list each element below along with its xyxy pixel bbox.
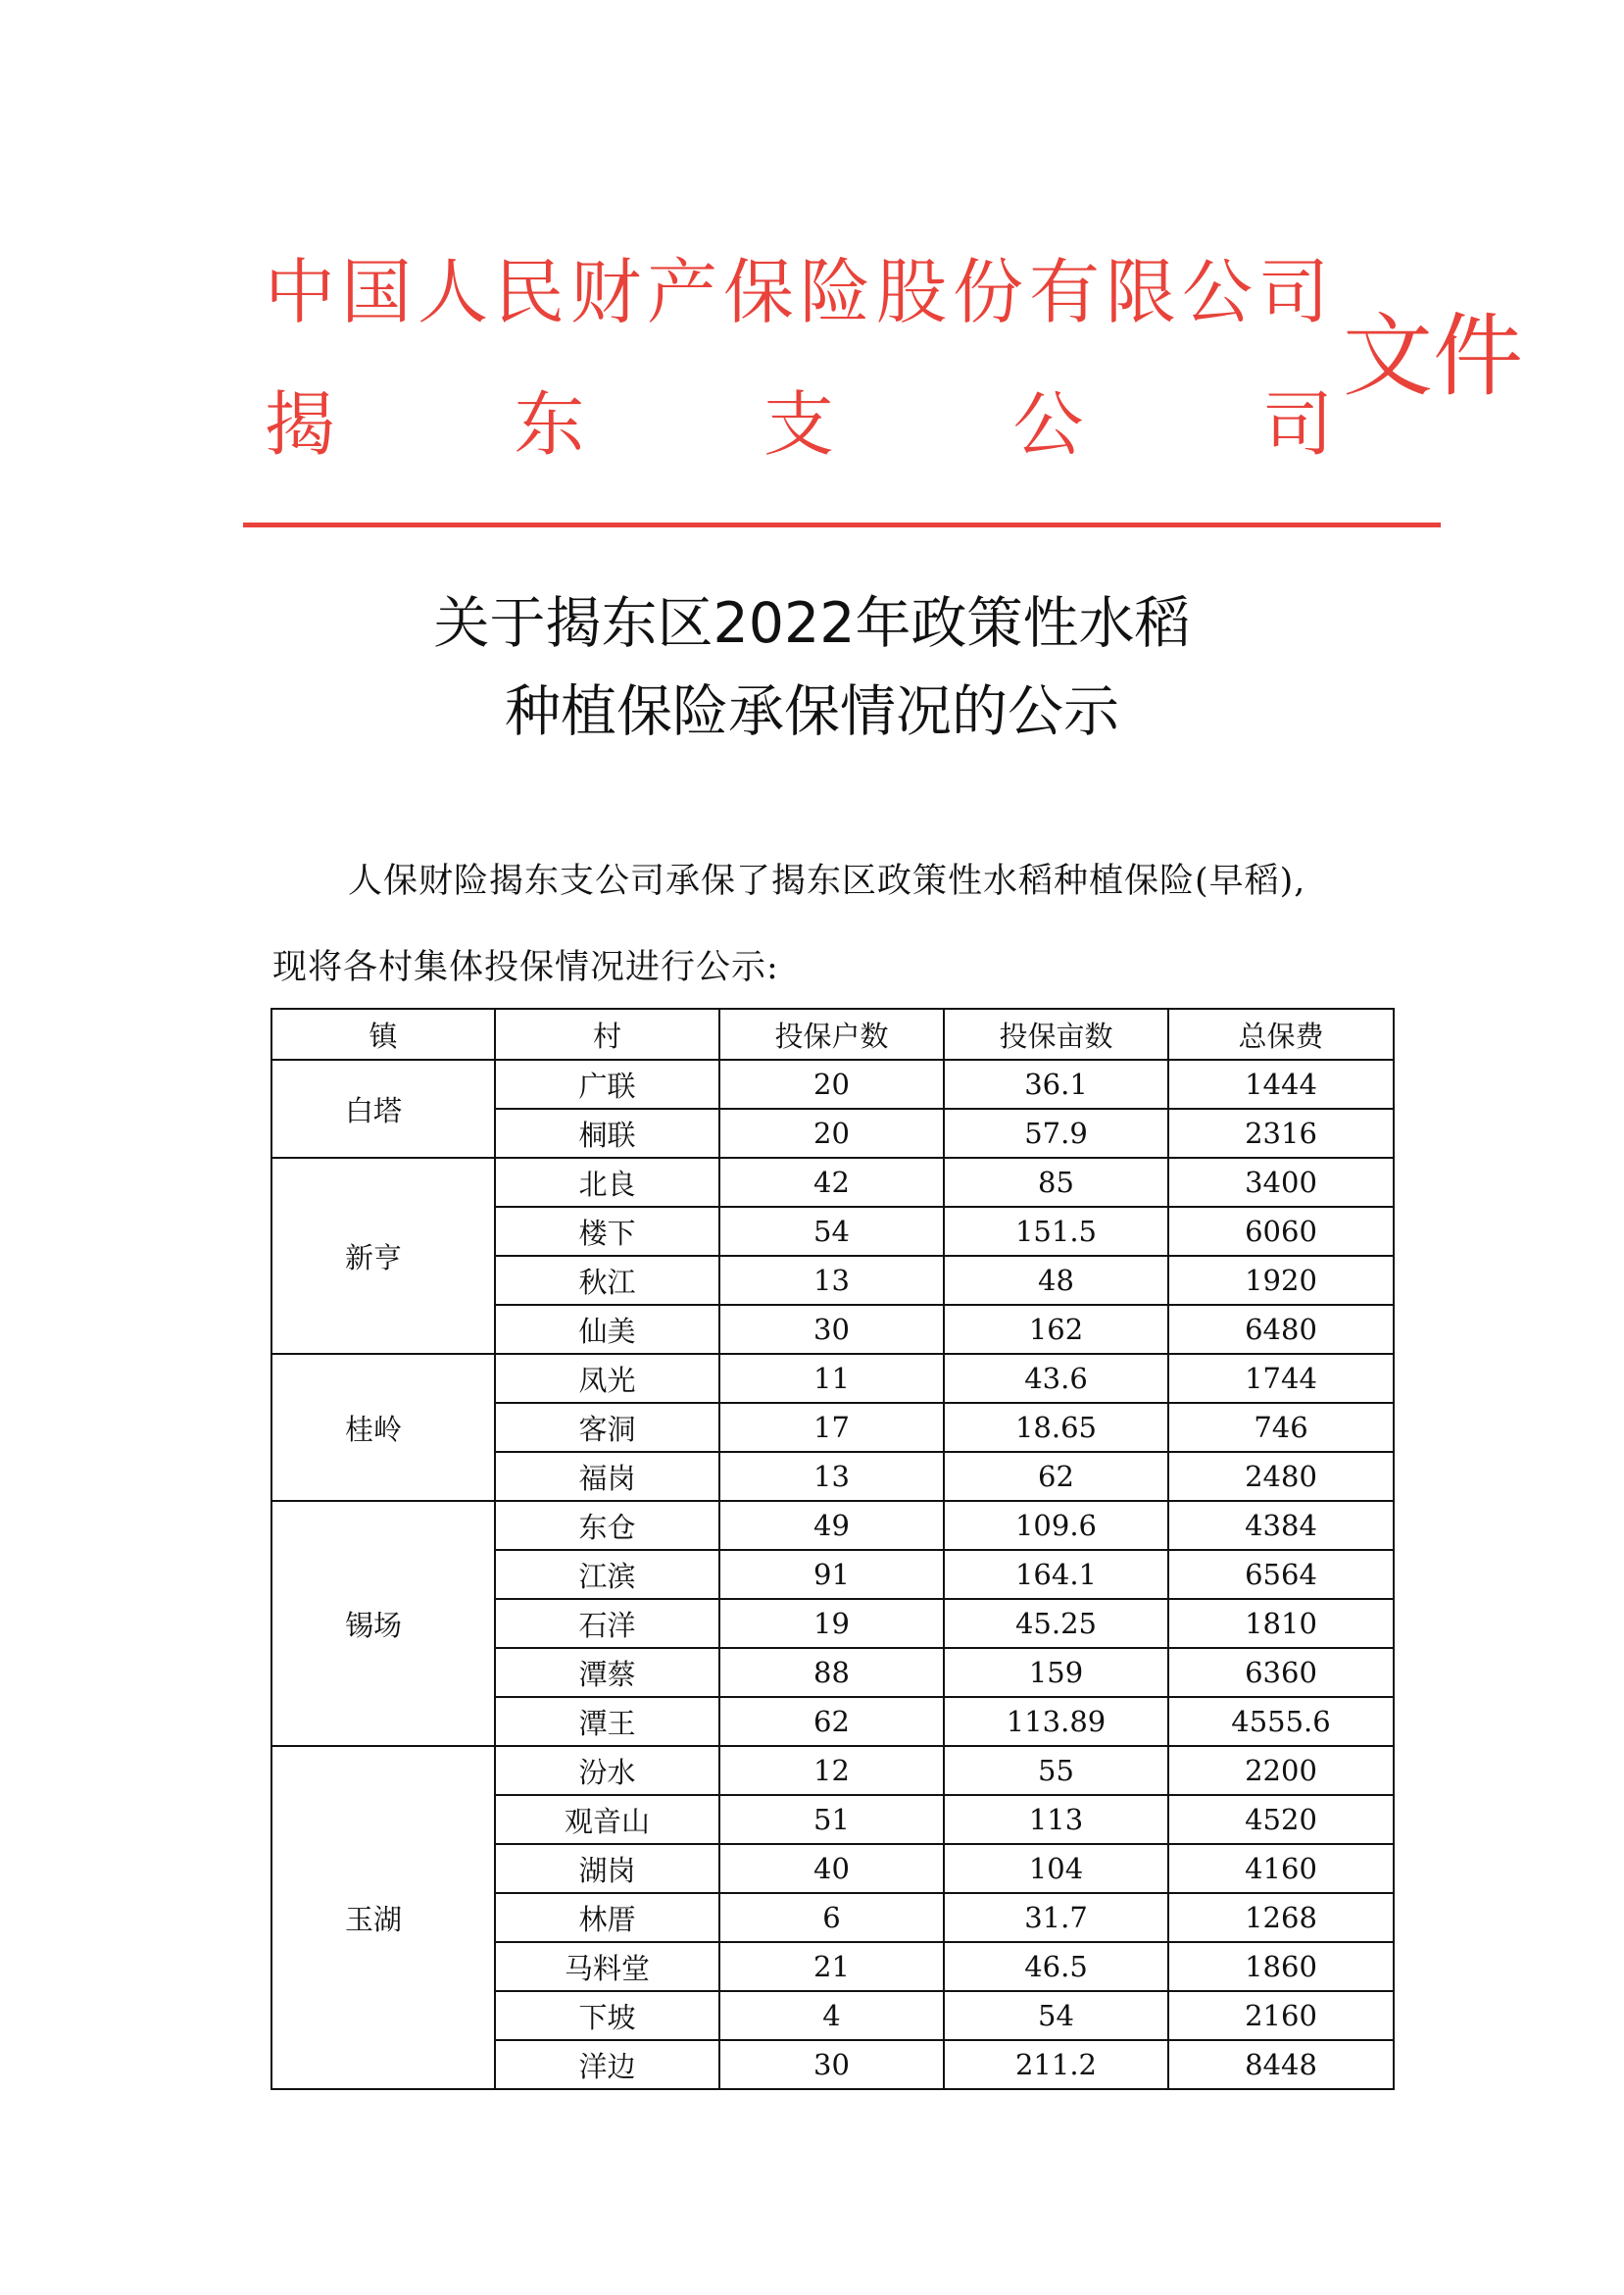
village-cell: 观音山 [495,1795,719,1844]
households-cell: 88 [719,1648,944,1697]
header-total-premium: 总保费 [1168,1009,1394,1060]
town-cell: 锡场 [271,1501,495,1746]
letterhead-company-name: 中国人民财产保险股份有限公司 [265,251,1336,333]
village-cell: 下坡 [495,1991,719,2040]
households-cell: 62 [719,1697,944,1746]
letterhead-branch-char: 揭 [265,383,336,466]
letterhead-branch-name [265,383,1333,466]
households-cell: 19 [719,1599,944,1648]
town-cell: 白塔 [271,1060,495,1158]
acreage-cell: 36.1 [944,1060,1168,1109]
village-cell: 凤光 [495,1354,719,1403]
village-cell: 潭蔡 [495,1648,719,1697]
table-header-row [271,1009,1394,1060]
header-village: 村 [495,1009,719,1060]
households-cell: 20 [719,1109,944,1158]
premium-cell: 4555.6 [1168,1697,1394,1746]
households-cell: 40 [719,1844,944,1893]
premium-cell: 1810 [1168,1599,1394,1648]
table-row [271,1746,1394,1795]
header-households: 投保户数 [719,1009,944,1060]
acreage-cell: 62 [944,1452,1168,1501]
premium-cell: 1860 [1168,1942,1394,1991]
town-cell: 桂岭 [271,1354,495,1501]
households-cell: 6 [719,1893,944,1942]
letterhead-branch-char: 司 [1261,383,1333,466]
letterhead-red-divider [243,523,1441,527]
village-cell: 马料堂 [495,1942,719,1991]
acreage-cell: 31.7 [944,1893,1168,1942]
header-town: 镇 [271,1009,495,1060]
acreage-cell: 57.9 [944,1109,1168,1158]
acreage-cell: 164.1 [944,1550,1168,1599]
premium-cell: 6480 [1168,1305,1394,1354]
header-acreage: 投保亩数 [944,1009,1168,1060]
village-cell: 北良 [495,1158,719,1207]
body-paragraph-line1: 人保财险揭东支公司承保了揭东区政策性水稻种植保险(早稻), [348,862,1306,901]
households-cell: 17 [719,1403,944,1452]
village-cell: 客洞 [495,1403,719,1452]
households-cell: 13 [719,1256,944,1305]
acreage-cell: 18.65 [944,1403,1168,1452]
table-row [271,1501,1394,1550]
households-cell: 21 [719,1942,944,1991]
document-title-line2: 种植保险承保情况的公示 [505,679,1119,744]
premium-cell: 2316 [1168,1109,1394,1158]
village-cell: 洋边 [495,2040,719,2089]
village-cell: 仙美 [495,1305,719,1354]
acreage-cell: 43.6 [944,1354,1168,1403]
households-cell: 54 [719,1207,944,1256]
households-cell: 30 [719,1305,944,1354]
body-paragraph-line2: 现将各村集体投保情况进行公示: [272,948,779,987]
acreage-cell: 113 [944,1795,1168,1844]
table-row [271,1060,1394,1109]
premium-cell: 6564 [1168,1550,1394,1599]
village-cell: 桐联 [495,1109,719,1158]
village-cell: 江滨 [495,1550,719,1599]
premium-cell: 2480 [1168,1452,1394,1501]
premium-cell: 4384 [1168,1501,1394,1550]
households-cell: 51 [719,1795,944,1844]
town-cell: 新亨 [271,1158,495,1354]
village-cell: 汾水 [495,1746,719,1795]
premium-cell: 746 [1168,1403,1394,1452]
households-cell: 20 [719,1060,944,1109]
village-cell: 潭王 [495,1697,719,1746]
premium-cell: 6360 [1168,1648,1394,1697]
premium-cell: 8448 [1168,2040,1394,2089]
acreage-cell: 55 [944,1746,1168,1795]
acreage-cell: 104 [944,1844,1168,1893]
letterhead-branch-char: 公 [1012,383,1084,466]
letterhead-branch-char: 东 [514,383,585,466]
table-body [271,1060,1394,2089]
table-row [271,1354,1394,1403]
premium-cell: 3400 [1168,1158,1394,1207]
premium-cell: 1268 [1168,1893,1394,1942]
households-cell: 11 [719,1354,944,1403]
village-cell: 石洋 [495,1599,719,1648]
acreage-cell: 48 [944,1256,1168,1305]
table-header [271,1009,1394,1060]
households-cell: 12 [719,1746,944,1795]
acreage-cell: 46.5 [944,1942,1168,1991]
premium-cell: 1744 [1168,1354,1394,1403]
village-cell: 湖岗 [495,1844,719,1893]
insurance-premium-table [271,1008,1395,2090]
acreage-cell: 85 [944,1158,1168,1207]
acreage-cell: 211.2 [944,2040,1168,2089]
households-cell: 30 [719,2040,944,2089]
town-cell: 玉湖 [271,1746,495,2089]
acreage-cell: 54 [944,1991,1168,2040]
households-cell: 4 [719,1991,944,2040]
acreage-cell: 113.89 [944,1697,1168,1746]
premium-cell: 2160 [1168,1991,1394,2040]
premium-cell: 6060 [1168,1207,1394,1256]
premium-cell: 2200 [1168,1746,1394,1795]
households-cell: 91 [719,1550,944,1599]
households-cell: 49 [719,1501,944,1550]
letterhead-branch-char: 支 [763,383,834,466]
acreage-cell: 151.5 [944,1207,1168,1256]
village-cell: 秋江 [495,1256,719,1305]
village-cell: 广联 [495,1060,719,1109]
village-cell: 楼下 [495,1207,719,1256]
village-cell: 福岗 [495,1452,719,1501]
premium-cell: 4520 [1168,1795,1394,1844]
premium-cell: 4160 [1168,1844,1394,1893]
table-row [271,1158,1394,1207]
letterhead-document-suffix: 文件 [1343,304,1524,409]
village-cell: 东仓 [495,1501,719,1550]
acreage-cell: 109.6 [944,1501,1168,1550]
village-cell: 林厝 [495,1893,719,1942]
acreage-cell: 45.25 [944,1599,1168,1648]
acreage-cell: 159 [944,1648,1168,1697]
document-title-line1: 关于揭东区2022年政策性水稻 [433,591,1191,656]
premium-cell: 1444 [1168,1060,1394,1109]
premium-cell: 1920 [1168,1256,1394,1305]
households-cell: 13 [719,1452,944,1501]
households-cell: 42 [719,1158,944,1207]
acreage-cell: 162 [944,1305,1168,1354]
